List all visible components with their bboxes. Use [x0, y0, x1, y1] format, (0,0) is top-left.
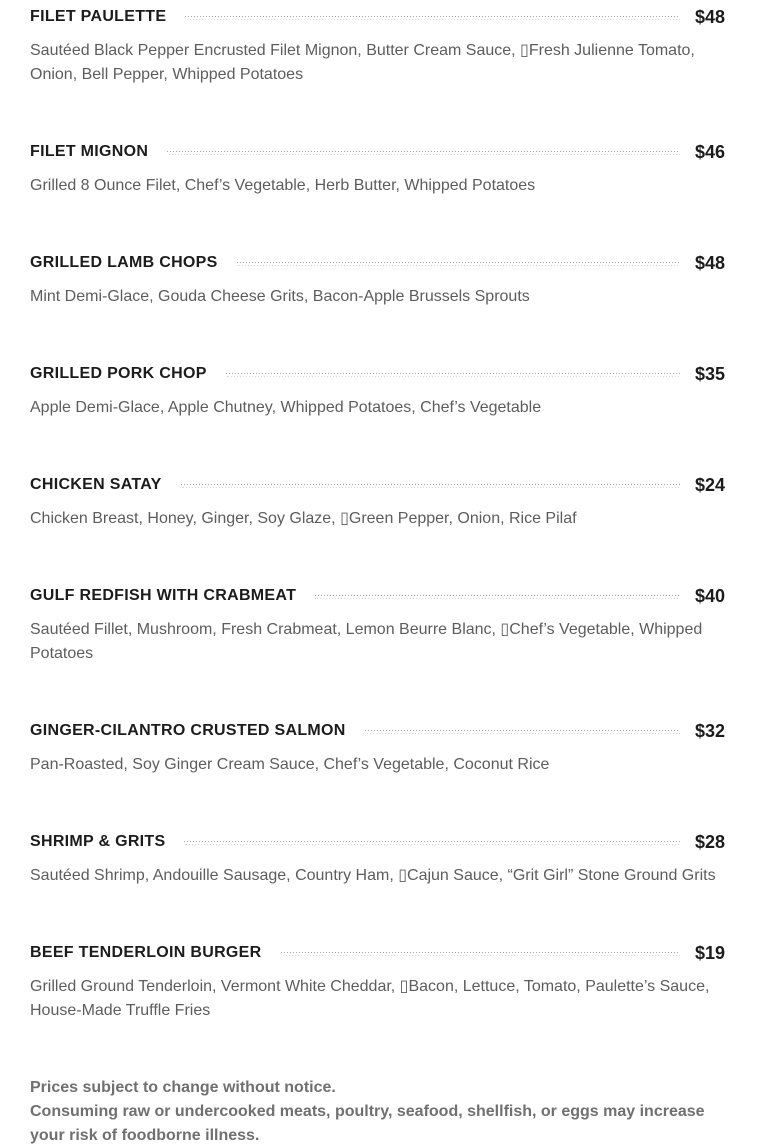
menu-item-header [30, 941, 725, 965]
menu-item-header [30, 5, 725, 29]
menu-item-description: Sautéed Fillet, Mushroom, Fresh Crabmeat, Lemon Beurre Blanc, ▯Chef’s Vegetable, Whipped Potatoes [30, 621, 703, 662]
menu-item [30, 941, 725, 1023]
menu-item-description: Sautéed Shrimp, Andouille Sausage, Country Ham, ▯Cajun Sauce, “Grit Girl” Stone Ground Grits [30, 867, 716, 884]
menu-item-header [30, 473, 725, 497]
menu-item-name: FILET MIGNON [30, 143, 149, 160]
dotted-leader [365, 730, 680, 734]
menu-item-price: $48 [694, 6, 725, 27]
menu-item-header [30, 584, 725, 608]
menu-item [30, 473, 725, 531]
menu-item [30, 719, 725, 777]
menu-item-header [30, 830, 725, 854]
menu-item-description: Sautéed Black Pepper Encrusted Filet Mignon, Butter Cream Sauce, ▯Fresh Julienne Tomato, Onion, Bell Pepper, Whipped Potatoes [30, 42, 695, 83]
menu-item-description: Mint Demi-Glace, Gouda Cheese Grits, Bacon-Apple Brussels Sprouts [30, 288, 530, 305]
menu-item-header [30, 362, 725, 386]
dotted-leader [315, 595, 680, 599]
dotted-leader [184, 841, 679, 845]
menu-item [30, 140, 725, 198]
menu-item-header [30, 719, 725, 743]
menu-item-price: $40 [694, 585, 725, 606]
menu-item-name: FILET PAULETTE [30, 8, 167, 25]
menu-list [30, 5, 725, 1023]
menu-item-description: Apple Demi-Glace, Apple Chutney, Whipped Potatoes, Chef’s Vegetable [30, 399, 542, 416]
menu-item-description: Chicken Breast, Honey, Ginger, Soy Glaze, ▯Green Pepper, Onion, Rice Pilaf [30, 510, 577, 527]
dotted-leader [167, 151, 680, 155]
menu-item-description: Grilled 8 Ounce Filet, Chef’s Vegetable, Herb Butter, Whipped Potatoes [30, 177, 536, 194]
dotted-leader [185, 16, 680, 20]
menu-item-price: $24 [694, 474, 725, 495]
menu-item-header [30, 140, 725, 164]
menu-item-description: Pan-Roasted, Soy Ginger Cream Sauce, Chef’s Vegetable, Coconut Rice [30, 756, 550, 773]
footer-prices-notice: Prices subject to change without notice. [30, 1079, 336, 1096]
menu-footer-notice [30, 1076, 725, 1148]
menu-item-name: GRILLED LAMB CHOPS [30, 254, 218, 271]
menu-item-price: $32 [694, 720, 725, 741]
menu-item [30, 251, 725, 309]
menu-item-header [30, 251, 725, 275]
menu-item-name: GULF REDFISH WITH CRABMEAT [30, 587, 297, 604]
menu-item [30, 830, 725, 888]
menu-item-name: GRILLED PORK CHOP [30, 365, 207, 382]
menu-item [30, 584, 725, 666]
dotted-leader [226, 373, 680, 377]
menu-item [30, 362, 725, 420]
dotted-leader [237, 262, 680, 266]
dotted-leader [281, 952, 680, 956]
dotted-leader [181, 484, 680, 488]
menu-item-name: GINGER-CILANTRO CRUSTED SALMON [30, 722, 346, 739]
menu-item-price: $35 [694, 363, 725, 384]
footer-consumer-advisory: Consuming raw or undercooked meats, poultry, seafood, shellfish, or eggs may increase your risk of foodborne illness. [30, 1103, 705, 1144]
menu-item-name: BEEF TENDERLOIN BURGER [30, 944, 262, 961]
menu-item-name: SHRIMP & GRITS [30, 833, 166, 850]
menu-item [30, 5, 725, 87]
menu-item-price: $19 [694, 942, 725, 963]
menu-item-price: $48 [694, 252, 725, 273]
menu-item-description: Grilled Ground Tenderloin, Vermont White Cheddar, ▯Bacon, Lettuce, Tomato, Paulette’s Sauce, House-Made Truffle Fries [30, 978, 710, 1019]
menu-item-price: $28 [694, 831, 725, 852]
menu-item-price: $46 [694, 141, 725, 162]
menu-item-name: CHICKEN SATAY [30, 476, 162, 493]
